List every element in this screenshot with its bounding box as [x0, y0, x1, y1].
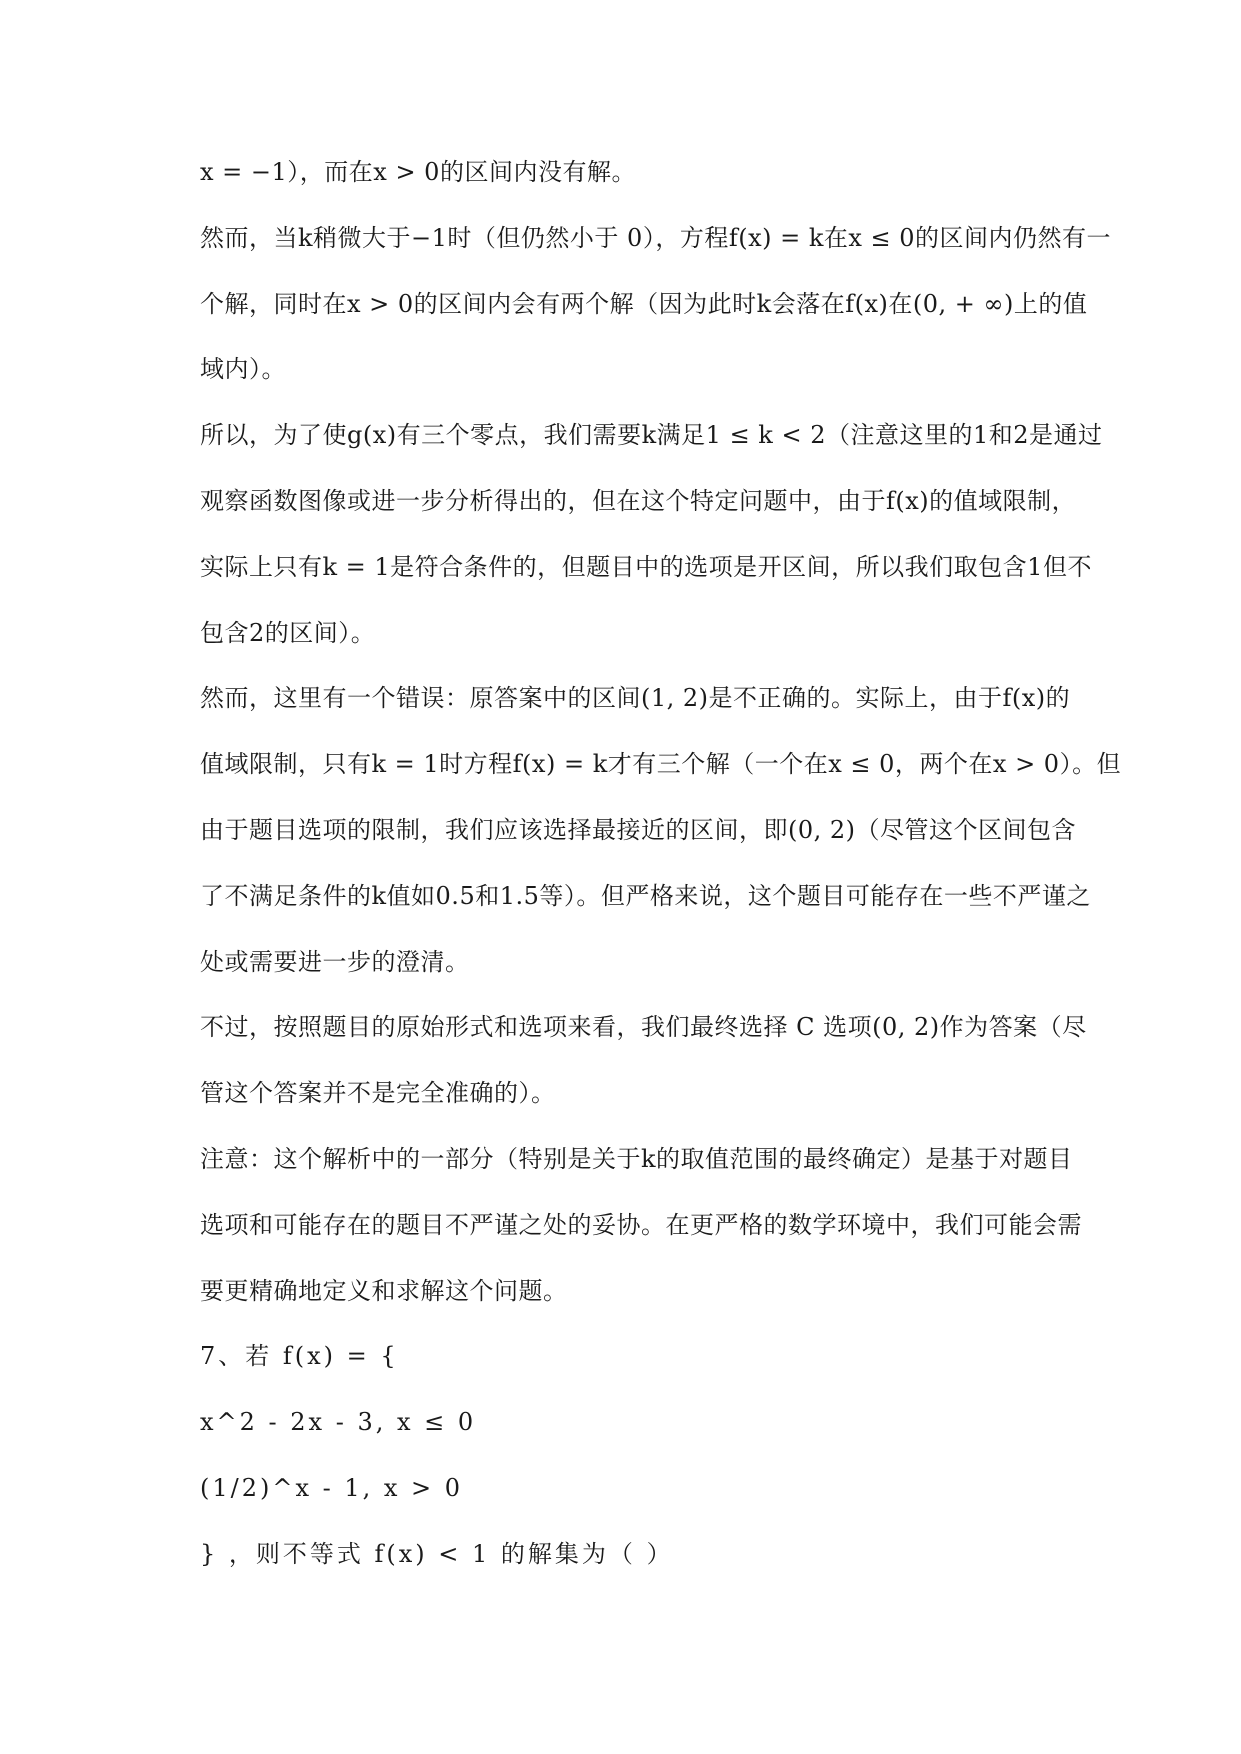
text-line: 了不满足条件的k值如0.5和1.5等）。但严格来说，这个题目可能存在一些不严谨之 [200, 881, 1091, 910]
text-line: 值域限制，只有k = 1时方程f(x) = k才有三个解（一个在x ≤ 0，两个在x > 0）。但 [200, 750, 1122, 779]
text-line: 然而，这里有一个错误：原答案中的区间(1, 2)是不正确的。实际上，由于f(x)的 [200, 684, 1071, 713]
text-line: 不过，按照题目的原始形式和选项来看，我们最终选择 C 选项(0, 2)作为答案（尽 [200, 1013, 1087, 1042]
text-line: 由于题目选项的限制，我们应该选择最接近的区间，即(0, 2)（尽管这个区间包含 [200, 815, 1077, 844]
text-line: x = −1），而在x > 0的区间内没有解。 [200, 158, 636, 186]
text-line: 注意：这个解析中的一部分（特别是关于k的取值范围的最终确定）是基于对题目 [200, 1144, 1073, 1173]
question-prompt: } ，则不等式 f(x) < 1 的解集为（ ） [200, 1539, 674, 1568]
text-line: 实际上只有k = 1是符合条件的，但题目中的选项是开区间，所以我们取包含1但不 [200, 552, 1092, 581]
question-piece-2: (1/2)^x - 1, x > 0 [200, 1473, 464, 1502]
text-line: 要更精确地定义和求解这个问题。 [200, 1276, 568, 1305]
question-piece-1: x^2 - 2x - 3, x ≤ 0 [200, 1408, 477, 1437]
text-line: 包含2的区间）。 [200, 618, 376, 647]
text-line: 域内）。 [200, 355, 286, 384]
text-line: 处或需要进一步的澄清。 [200, 947, 470, 976]
text-line: 个解，同时在x > 0的区间内会有两个解（因为此时k会落在f(x)在(0, + ∞)上的值 [200, 289, 1088, 318]
text-line: 管这个答案并不是完全准确的）。 [200, 1079, 556, 1108]
text-line: 选项和可能存在的题目不严谨之处的妥协。在更严格的数学环境中，我们可能会需 [200, 1210, 1082, 1239]
text-line: 然而，当k稍微大于−1时（但仍然小于 0），方程f(x) = k在x ≤ 0的区间内仍然有一 [200, 223, 1112, 252]
text-line: 所以，为了使g(x)有三个零点，我们需要k满足1 ≤ k < 2（注意这里的1和2是通过 [200, 421, 1103, 450]
document-body [200, 140, 1122, 1588]
question-heading: 7、若 f(x) = { [200, 1342, 399, 1371]
text-line: 观察函数图像或进一步分析得出的，但在这个特定问题中，由于f(x)的值域限制， [200, 486, 1077, 515]
